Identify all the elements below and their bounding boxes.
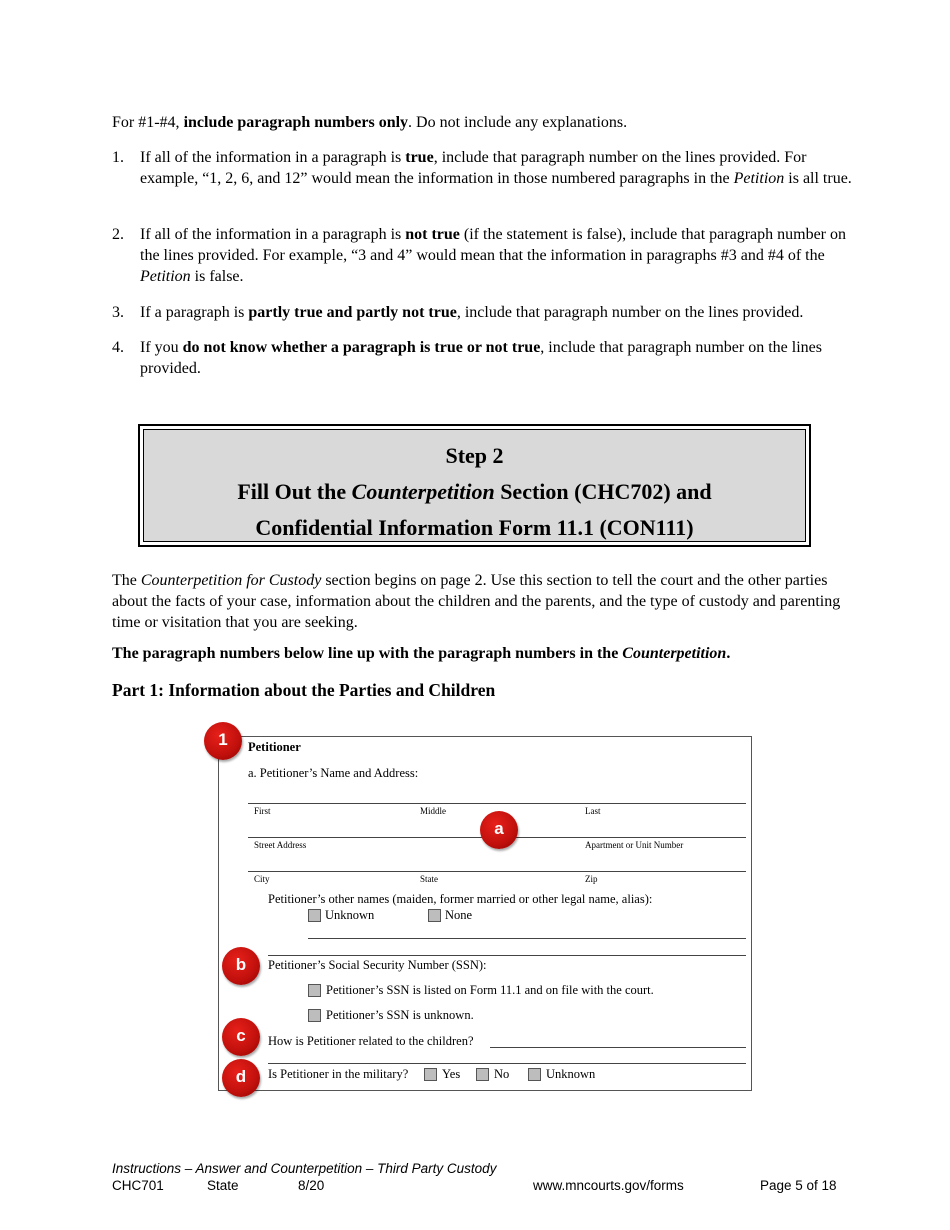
body-paragraph: The Counterpetition for Custody section begins on page 2. Use this section to tell the court and the other parties about the facts of your case, information about the children and the parents, and the type of custody and parenting time or visitation that you are seeking. (112, 572, 841, 631)
intro-text: For #1-#4, include paragraph numbers only. Do not include any explanations. (112, 114, 628, 131)
footer-date: 8/20 (298, 1178, 325, 1193)
footer-url[interactable]: www.mncourts.gov/forms (533, 1178, 684, 1193)
first-label: First (254, 806, 271, 816)
ssn-label: Petitioner’s Social Security Number (SSN): (268, 958, 487, 972)
middle-label: Middle (420, 806, 446, 816)
unknown-checkbox (308, 909, 321, 922)
street-label: Street Address (254, 840, 307, 850)
related-line (490, 1047, 746, 1048)
other-names-label: Petitioner’s other names (maiden, former married or other legal name, alias): (268, 892, 653, 906)
other-names-line-2 (268, 955, 746, 956)
military-no-checkbox (476, 1068, 489, 1081)
footer-state: State (207, 1178, 239, 1193)
ssn-unknown-label: Petitioner’s SSN is unknown. (326, 1008, 474, 1022)
paragraph-note: The paragraph numbers below line up with the paragraph numbers in the Counterpetition. (112, 645, 731, 662)
callout-badge-a: a (480, 811, 518, 849)
divider-line (268, 1063, 746, 1064)
step-subtitle: Fill Out the Counterpetition Section (CHC702) and (237, 479, 712, 504)
military-yes-label: Yes (442, 1067, 461, 1081)
military-unknown-label: Unknown (546, 1067, 596, 1081)
related-label: How is Petitioner related to the children? (268, 1034, 474, 1048)
none-label: None (445, 908, 473, 922)
none-checkbox (428, 909, 441, 922)
callout-badge-c: c (222, 1018, 260, 1056)
last-label: Last (585, 806, 601, 816)
military-yes-checkbox (424, 1068, 437, 1081)
step-title: Step 2 (445, 443, 504, 468)
ssn-listed-label: Petitioner’s SSN is listed on Form 11.1 and on file with the court. (326, 983, 654, 997)
name-line (248, 803, 746, 804)
military-unknown-checkbox (528, 1068, 541, 1081)
footer-code: CHC701 (112, 1178, 164, 1193)
city-label: City (254, 874, 270, 884)
list-item: 4. If you do not know whether a paragraph is true or not true, include that paragraph number on the lines provided. (112, 339, 822, 377)
step-subtitle-2: Confidential Information Form 11.1 (CON111) (255, 515, 694, 540)
list-item: 3. If a paragraph is partly true and partly not true, include that paragraph number on the lines provided. (112, 304, 804, 321)
footer-page-number: Page 5 of 18 (760, 1178, 837, 1193)
unknown-label: Unknown (325, 908, 375, 922)
military-label: Is Petitioner in the military? (268, 1067, 409, 1081)
apt-label: Apartment or Unit Number (585, 840, 684, 850)
callout-badge-d: d (222, 1059, 260, 1097)
military-no-label: No (494, 1067, 510, 1081)
footer-title: Instructions – Answer and Counterpetition – Third Party Custody (112, 1161, 497, 1176)
ssn-unknown-checkbox (308, 1009, 321, 1022)
name-label: a. Petitioner’s Name and Address: (248, 766, 419, 780)
state-label: State (420, 874, 438, 884)
form-title: Petitioner (248, 740, 301, 754)
city-line (248, 871, 746, 872)
list-item: 2. If all of the information in a paragraph is not true (if the statement is false), include that paragraph number on the lines provided. For example, “3 and 4” would mean that the information in paragraphs #3 and #4 of the Petition is false. (112, 226, 846, 285)
ssn-listed-checkbox (308, 984, 321, 997)
part-heading: Part 1: Information about the Parties and Children (112, 680, 496, 700)
other-names-line-1 (308, 938, 746, 939)
list-item: 1. If all of the information in a paragraph is true, include that paragraph number on the lines provided. For example, “1, 2, 6, and 12” would mean the information in those numbered paragraphs in the Petition is all true. (112, 149, 852, 187)
callout-badge-b: b (222, 947, 260, 985)
zip-label: Zip (585, 874, 598, 884)
step-box (138, 424, 811, 547)
callout-badge-1: 1 (204, 722, 242, 760)
